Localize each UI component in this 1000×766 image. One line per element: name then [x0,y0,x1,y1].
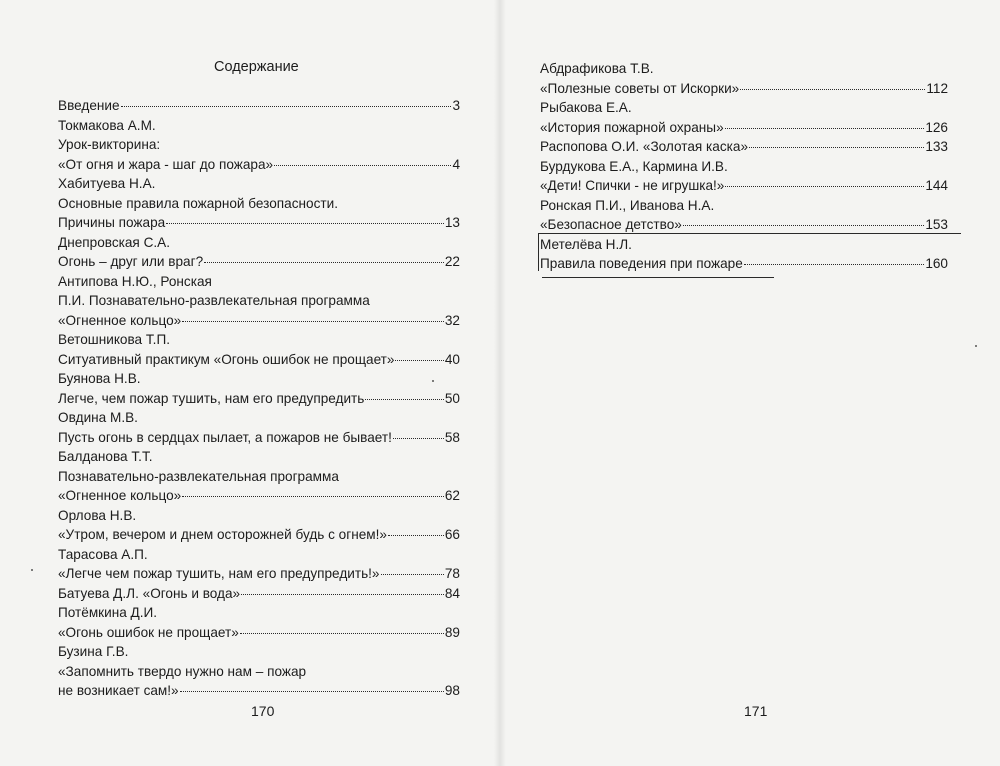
dot-leader [204,261,444,263]
dot-leader [740,88,925,90]
toc-entry-text: «Огонь ошибок не прощает» [58,624,239,640]
dot-leader [241,593,444,595]
toc-entry-text: «Огненное кольцо» [58,312,182,328]
toc-entry-text: «Запомнить твердо нужно нам – пожар [58,663,307,679]
toc-entry-text: Орлова Н.В. [58,507,137,523]
toc-entry-text: Огонь – друг или враг? [58,254,204,269]
toc-entry-page: 98 [444,683,460,698]
toc-entry-text: Правила поведения при пожаре [540,256,743,271]
toc-entry-text: Основные правила пожарной безопасности. [58,195,338,211]
toc-entry [540,79,948,99]
toc-entry [58,623,460,643]
toc-entry [58,350,460,370]
toc-entry [58,194,460,214]
scan-speck [975,345,977,347]
toc-entry-text: Познавательно-развлекательная программа [58,468,339,484]
toc-entry [58,564,460,584]
toc-entry [58,330,460,350]
toc-entry [58,311,460,331]
dot-leader [274,164,451,166]
dot-leader [121,105,452,107]
toc-entry-page: 4 [452,156,460,172]
toc-entry-text: «От огня и жара - шаг до пожара» [58,156,274,172]
toc-entry-page: 3 [452,98,460,113]
dot-leader [166,222,444,224]
dot-leader [683,224,924,226]
toc-entry-text: Легче, чем пожар тушить, нам его предупредить [58,390,365,406]
toc-entry-text: «Легче чем пожар тушить, нам его предупредить!» [58,566,380,581]
toc-entry-page: 126 [925,119,948,135]
hand-drawn-underline [542,277,774,278]
toc-entry [58,506,460,526]
toc-entry [540,137,948,157]
toc-entry [58,389,460,409]
toc-entry-text: Буянова Н.В. [58,371,141,386]
toc-entry [540,59,948,79]
dot-leader [381,573,444,575]
toc-entry-page: 144 [925,178,948,193]
toc-entry-page: 112 [926,80,948,96]
dot-leader [725,185,924,187]
toc-entry-page: 58 [444,429,460,445]
toc-entry-page: 153 [925,217,948,232]
toc-entry-text: Абдрафикова Т.В. [540,61,654,76]
toc-entry-text: Введение [58,98,120,113]
toc-entry-page: 78 [444,566,460,581]
toc-entry-text: Хабитуева Н.А. [58,176,156,191]
toc-entry [58,486,460,506]
toc-entry [58,96,460,116]
hand-drawn-box-mark [538,233,961,271]
toc-entry-text: Причины пожара [58,215,166,230]
toc-entry-page: 50 [444,390,460,406]
toc-entry [58,642,460,662]
toc-entry-text: «Утром, вечером и днем осторожней будь с огнем!» [58,527,387,542]
toc-entry-page: 40 [444,351,460,367]
toc-entry-text: Балданова Т.Т. [58,449,153,464]
toc-entry [58,291,460,311]
toc-entry [540,118,948,138]
toc-entry [58,408,460,428]
toc-entry-text: «Полезные советы от Искорки» [540,80,740,96]
toc-entry [540,196,948,216]
toc-entry [58,116,460,136]
dot-leader [182,495,444,497]
toc-entry-text: Токмакова А.М. [58,117,156,133]
toc-entry [58,135,460,155]
right-page [500,0,1000,766]
toc-entry-page: 62 [444,488,460,503]
toc-entry [58,233,460,253]
toc-entry-text: Рыбакова Е.А. [540,100,632,115]
toc-entry-text: «История пожарной охраны» [540,119,724,135]
toc-entry [58,252,460,272]
toc-entry-page: 133 [925,139,948,154]
toc-entry [58,662,460,682]
toc-entry [540,157,948,177]
toc-entry [58,213,460,233]
toc-entry-text: Батуева Д.Л. «Огонь и вода» [58,585,241,601]
page-number-left: 170 [251,703,275,719]
toc-entry-page: 84 [444,585,460,601]
toc-entry [58,525,460,545]
toc-entry [540,176,948,196]
scan-speck [432,380,434,382]
toc-entry-text: Бузина Г.В. [58,644,129,659]
toc-entry-text: не возникает сам!» [58,683,179,698]
toc-title: Содержание [214,59,299,75]
toc-entry-text: Потёмкина Д.И. [58,605,158,620]
toc-entry-text: Днепровская С.А. [58,234,171,250]
dot-leader [395,359,443,361]
toc-entry [58,467,460,487]
dot-leader [393,437,444,439]
toc-entry [540,215,948,235]
toc-entry [58,272,460,292]
page-number-right: 171 [744,703,768,719]
toc-entry-text: Бурдукова Е.А., Кармина И.В. [540,158,728,174]
toc-entry-text: Ветошникова Т.П. [58,332,171,347]
toc-entry-text: «Огненное кольцо» [58,488,182,503]
toc-entry-text: Метелёва Н.Л. [540,236,632,252]
toc-entry-page: 13 [444,215,460,230]
toc-entry-text: Овдина М.В. [58,410,138,425]
dot-leader [180,690,444,692]
toc-entry-text: Распопова О.И. «Золотая каска» [540,139,749,154]
toc-entry-text: Ронская П.И., Иванова Н.А. [540,197,715,213]
toc-entry-page: 66 [444,527,460,542]
toc-entry-page: 160 [925,256,948,271]
scan-speck [31,569,33,571]
toc-entry-text: Пусть огонь в сердцах пылает, а пожаров не бывает! [58,429,392,445]
toc-entry [540,98,948,118]
toc-list-left [58,96,460,701]
toc-entry [58,447,460,467]
toc-entry-text: Антипова Н.Ю., Ронская [58,273,212,289]
dot-leader [388,534,444,536]
toc-entry-text: Урок-викторина: [58,137,161,152]
toc-entry [58,428,460,448]
toc-entry-text: «Дети! Спички - не игрушка!» [540,178,725,193]
toc-entry [58,681,460,701]
toc-entry-page: 32 [444,312,460,328]
dot-leader [749,146,924,148]
toc-entry-text: Ситуативный практикум «Огонь ошибок не прощает» [58,351,395,367]
toc-entry-page: 22 [444,254,460,269]
dot-leader [240,632,444,634]
toc-entry [58,603,460,623]
toc-entry [58,584,460,604]
dot-leader [365,398,444,400]
dot-leader [725,127,925,129]
toc-entry-text: Тарасова А.П. [58,546,148,562]
toc-entry-text: «Безопасное детство» [540,217,682,232]
dot-leader [182,320,444,322]
toc-entry [58,545,460,565]
toc-entry [58,174,460,194]
toc-entry-text: П.И. Познавательно-развлекательная программа [58,293,370,308]
toc-entry [58,155,460,175]
toc-entry [58,369,460,389]
toc-entry-page: 89 [444,624,460,640]
